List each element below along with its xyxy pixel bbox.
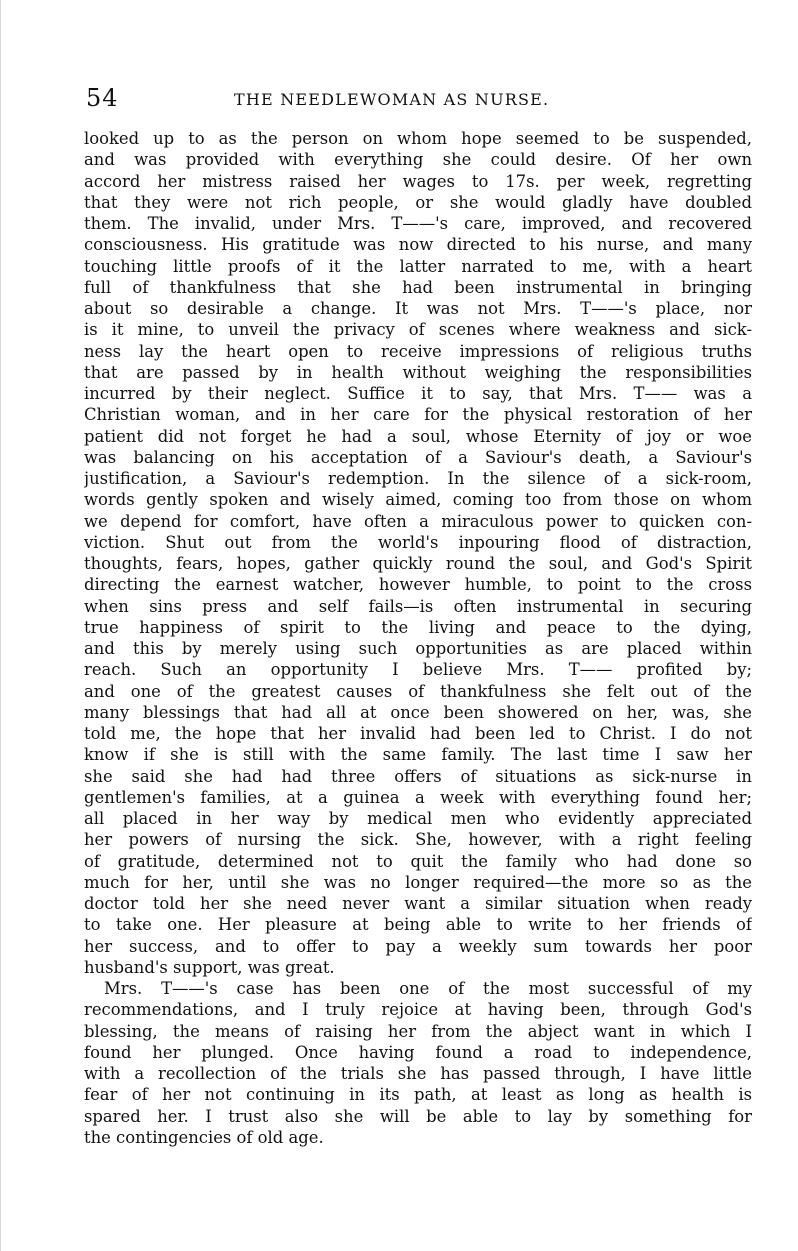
text-line: doctor told her she need never want a similar situation when ready: [84, 894, 752, 913]
text-line: was balancing on his acceptation of a Saviour's death, a Saviour's: [84, 447, 752, 467]
text-line: patient did not forget he had a soul, whose Eternity of joy or woe: [84, 426, 752, 446]
text-line: and this by merely using such opportunities as are placed within: [84, 639, 752, 658]
text-line: reach. Such an opportunity I believe Mrs. T—— profited by;: [84, 660, 752, 680]
text-line: about so desirable a change. It was not Mrs. T——'s place, nor: [84, 299, 752, 318]
text-line: spared her. I trust also she will be able to lay by something for: [84, 1106, 752, 1126]
text-line: directing the earnest watcher, however humble, to point to the cross: [84, 575, 752, 595]
text-line: all placed in her way by medical men who evidently appreciated: [84, 809, 752, 828]
text-line: words gently spoken and wisely aimed, coming too from those on whom: [84, 490, 752, 510]
text-line: true happiness of spirit to the living and peace to the dying,: [84, 617, 752, 637]
text-line: fear of her not continuing in its path, at least as long as health is: [84, 1085, 752, 1105]
text-line: accord her mistress raised her wages to 17s. per week, regretting: [84, 171, 752, 191]
text-line: of gratitude, determined not to quit the family who had done so: [84, 851, 752, 871]
text-line: gentlemen's families, at a guinea a week with everything found her;: [84, 787, 752, 807]
text-line: them. The invalid, under Mrs. T——'s care, improved, and recovered: [84, 214, 752, 233]
text-line: consciousness. His gratitude was now directed to his nurse, and many: [84, 235, 752, 255]
text-line: looked up to as the person on whom hope seemed to be suspended,: [84, 129, 752, 148]
text-line: and one of the greatest causes of thankfulness she felt out of the: [84, 681, 752, 701]
text-line: know if she is still with the same family. The last time I saw her: [84, 745, 752, 765]
text-line: when sins press and self fails—is often instrumental in securing: [84, 596, 752, 616]
text-line: incurred by their neglect. Suffice it to say, that Mrs. T—— was a: [84, 384, 752, 403]
text-line: touching little proofs of it the latter narrated to me, with a heart: [84, 256, 752, 276]
text-line: Christian woman, and in her care for the physical restoration of her: [84, 405, 752, 425]
text-line: with a recollection of the trials she has passed through, I have little: [84, 1064, 752, 1083]
text-line: blessing, the means of raising her from the abject want in which I: [84, 1021, 752, 1041]
text-line: her powers of nursing the sick. She, however, with a right feeling: [84, 830, 752, 850]
text-line: her success, and to offer to pay a weekly sum towards her poor: [84, 936, 752, 956]
text-line: recommendations, and I truly rejoice at having been, through God's: [84, 1000, 752, 1020]
text-line: justification, a Saviour's redemption. In the silence of a sick-room,: [84, 469, 752, 488]
text-line: Mrs. T——'s case has been one of the most successful of my: [104, 979, 752, 998]
text-line: that they were not rich people, or she would gladly have doubled: [84, 192, 752, 212]
text-line: ness lay the heart open to receive impressions of religious truths: [84, 341, 752, 361]
text-line: the contingencies of old age.: [84, 1127, 324, 1147]
text-line: husband's support, was great.: [84, 957, 335, 977]
text-line: she said she had had three offers of situations as sick-nurse in: [84, 766, 752, 786]
text-line: thoughts, fears, hopes, gather quickly round the soul, and God's Spirit: [84, 554, 752, 573]
text-line: many blessings that had all at once been showered on her, was, she: [84, 702, 752, 722]
running-title: THE NEEDLEWOMAN AS NURSE.: [234, 90, 550, 109]
body-text: [84, 128, 752, 1148]
text-line: viction. Shut out from the world's inpouring flood of distraction,: [84, 532, 752, 552]
page-number: 54: [86, 84, 119, 112]
page-edge-rule: [0, 0, 1, 1251]
text-line: to take one. Her pleasure at being able to write to her friends of: [84, 915, 752, 935]
text-line: and was provided with everything she could desire. Of her own: [84, 150, 752, 170]
text-line: full of thankfulness that she had been instrumental in bringing: [84, 277, 752, 297]
text-line: that are passed by in health without weighing the responsibilities: [84, 362, 752, 382]
page-header: [86, 84, 746, 118]
text-line: told me, the hope that her invalid had been led to Christ. I do not: [84, 724, 752, 743]
text-line: found her plunged. Once having found a road to independence,: [84, 1042, 752, 1062]
text-line: is it mine, to unveil the privacy of scenes where weakness and sick-: [84, 320, 752, 340]
text-line: much for her, until she was no longer required—the more so as the: [84, 872, 752, 892]
text-line: we depend for comfort, have often a miraculous power to quicken con-: [84, 511, 752, 531]
